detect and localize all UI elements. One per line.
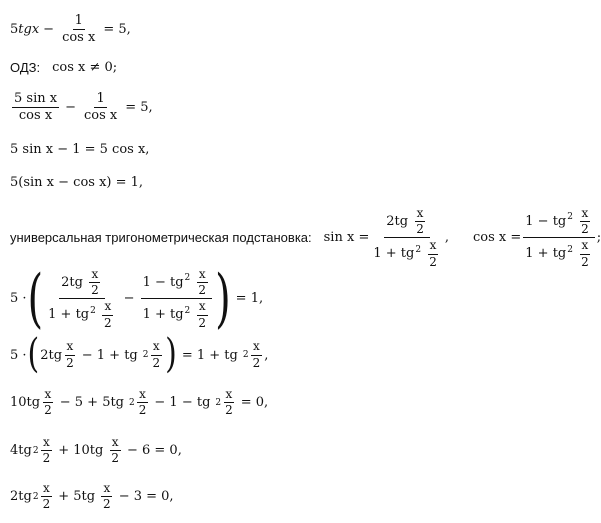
cos-denominator: $1 + tg^2$ $\frac{x}{2}$ <box>525 238 589 269</box>
eq6-lead: 5 · <box>10 291 27 307</box>
eq1-minus: − <box>43 22 55 38</box>
eq2-denominator-1: cos x <box>18 108 53 124</box>
equation-7: 5 · ( 2tg $\frac{x}{2}$ − 1 + tg 2 $\frac{x}{2}$ ) = 1 + tg 2 $\frac{x}{2}$ , <box>10 330 269 378</box>
equation-8: 10tg $\frac{x}{2}$ − 5 + 5tg 2 $\frac{x}{2}$ − 1 − tg 2 $\frac{x}{2}$ = 0, <box>10 387 269 418</box>
eq6-fraction-1: 2tg $\frac{x}{2}$ $1 + tg^2$ $\frac{x}{2}$ <box>48 267 112 330</box>
eq2-numerator-1: 5 sin x <box>12 92 59 108</box>
equation-1 <box>10 14 135 46</box>
comma: , <box>444 230 449 246</box>
semicolon: ; <box>596 230 601 246</box>
eq1-function: tgx <box>18 22 40 38</box>
eq3-text: 5 sin x − 1 = 5 cos x, <box>10 142 150 157</box>
eq2-fraction-1 <box>12 92 59 124</box>
cos-fraction <box>523 207 595 269</box>
cos-numerator: $1 - tg^2$ $\frac{x}{2}$ <box>523 207 595 238</box>
eq1-numerator: 1 <box>73 14 85 30</box>
sin-fraction <box>371 207 443 269</box>
eq2-numerator-2: 1 <box>94 92 106 108</box>
eq1-fraction <box>60 14 97 46</box>
equation-2 <box>10 92 157 124</box>
eq6-fraction-2: $1 - tg^2$ $\frac{x}{2}$ $1 + tg^2$ $\frac{x}{2}$ <box>141 268 213 330</box>
equation-4 <box>10 175 143 190</box>
eq4-text: 5(sin x − cos x) = 1, <box>10 175 144 190</box>
substitution-line <box>10 207 601 269</box>
eq2-fraction-2 <box>82 92 119 124</box>
substitution-label: универсальная тригонометрическая подстановка: <box>10 230 312 246</box>
sin-lhs: sin x = <box>323 230 370 246</box>
eq2-denominator-2: cos x <box>83 108 118 124</box>
sin-numerator: 2tg $\frac{x}{2}$ <box>384 207 430 238</box>
cos-lhs: cos x = <box>472 230 522 246</box>
eq2-minus: − <box>65 100 76 116</box>
eq1-coefficient: 5 <box>10 22 19 38</box>
eq1-denominator: cos x <box>62 30 96 46</box>
equation-6: 5 · ( 2tg $\frac{x}{2}$ $1 + tg^2$ $\frac{x}{2}$ − $1 - tg^2$ $\frac{x}{2}$ $1 + tg^2$ $\frac{x}{2}$ ) = 1, <box>10 262 264 336</box>
equation-9: 4tg 2 $\frac{x}{2}$ + 10tg $\frac{x}{2}$ − 6 = 0, <box>10 435 182 466</box>
sin-denominator: $1 + tg^2$ $\frac{x}{2}$ <box>373 238 437 269</box>
eq1-rhs: = 5, <box>103 22 131 38</box>
odz-condition: cos x ≠ 0; <box>52 60 118 75</box>
odz-label: ОДЗ: <box>10 60 41 75</box>
equation-3 <box>10 142 149 157</box>
domain-condition <box>10 60 117 75</box>
eq2-rhs: = 5, <box>125 100 153 116</box>
equation-10: 2tg 2 $\frac{x}{2}$ + 5tg $\frac{x}{2}$ − 3 = 0, <box>10 481 174 512</box>
